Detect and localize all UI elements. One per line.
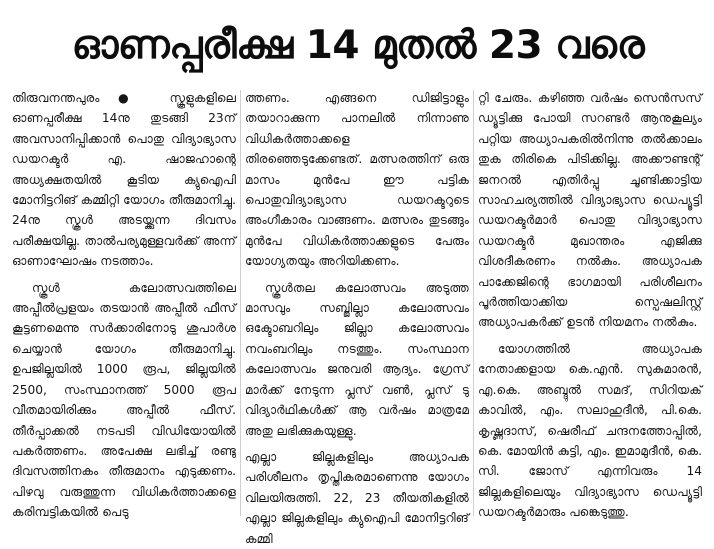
article-paragraph: തിരുവനന്തപുരം● സ്കൂളുകളിലെ ഓണപ്പരീക്ഷ 14നു തുടങ്ങി 23ന് അവസാനിപ്പിക്കാൻ പൊതു വിദ്യാഭ്യാസ ഡയറക്ടർ എ. ഷാജഹാന്റെ അധ്യക്ഷതയിൽ കൂടിയ ക്യുഐപി മോനിട്ടറിങ് കമ്മിറ്റി യോഗം തീരുമാനിച്ചു. 24നു സ്കൂൾ അടയ്ക്കുന്ന ദിവസം പരീക്ഷയില്ല. താൽപര്യമുള്ളവർക്ക് അന്ന് ഓണാഘോഷം നടത്താം. xyxy=(12,91,236,269)
article-column-2 xyxy=(245,88,469,546)
article-paragraph: എല്ലാ ജില്ലകളിലും അധ്യാപക പരിശീലനം തൃപ്തികരമാണെന്നു യോഗം വിലയിരുത്തി. 22, 23 തീയതികളിൽ എല്ലാ ജില്ലകളിലും ക്യുഐപി മോനിട്ടറിങ് കമ്മി xyxy=(245,449,469,546)
article-paragraph: റ്റി ചേരും. കഴിഞ്ഞ വർഷം സെൻസസ് ഡ്യൂട്ടിക്കു പോയി സറണ്ടർ ആനുകൂല്യം പറ്റിയ അധ്യാപകരിൽനിന്നു തൽക്കാലം തുക തിരികെ പിടിക്കില്ല. അക്കൗണ്ടന്റ് ജനറൽ എതിർപ്പു ചൂണ്ടിക്കാട്ടിയ സാഹചര്യത്തിൽ വിദ്യാഭ്യാസ ഡെപ്യൂട്ടി ഡയറക്ടർമാർ പൊതു വിദ്യാഭ്യാസ ഡയറക്ടർ മുഖാന്തരം എജിക്കു വിശദീകരണം നൽകും. അധ്യാപക പാക്കേജിന്റെ ഭാഗമായി പരിശീലനം പൂർത്തിയാക്കിയ സ്പെഷലിസ്റ്റ് അധ്യാപകർക്ക് ഉടൻ നിയമനം നൽകും. xyxy=(478,91,702,330)
headline: ഓണപ്പരീക്ഷ 14 മുതൽ 23 വരെ xyxy=(71,23,645,68)
column-divider xyxy=(473,90,474,516)
column-divider xyxy=(240,90,241,516)
article-column-3 xyxy=(478,88,702,518)
article-paragraph: സ്കൂൾ കലോത്സവത്തിലെ അപ്പീൽപ്രളയം തടയാൻ അപ്പീൽ ഫീസ് കൂട്ടണമെന്നു സർക്കാരിനോടു ശുപാർശ ചെയ്യാൻ യോഗം തീരുമാനിച്ചു. ഉപജില്ലയിൽ 1000 രൂപ, ജില്ലയിൽ 2500, സംസ്ഥാനത്ത് 5000 രൂപ വീതമായിരിക്കും അപ്പീൽ ഫീസ്. തീർപ്പാക്കൽ നടപടി വിഡിയോയിൽ പകർത്തണം. അപേക്ഷ ലഭിച്ച് രണ്ടു ദിവസത്തിനകം തീരുമാനം എടുക്കണം. പിഴവു വരുത്തുന്ന വിധികർത്താക്കളെ കരിമ്പട്ടികയിൽ പെടു xyxy=(12,280,236,520)
article-paragraph: ത്തണം. എങ്ങനെ ഡിജിട്ടാളും തയാറാക്കുന്ന പാനലിൽ നിന്നാണു വിധികർത്താക്കളെ തിരഞ്ഞെടുക്കേണ്ടത്. മത്സരത്തിന് ഒരു മാസം മുൻപേ ഈ പട്ടിക പൊതുവിദ്യാഭ്യാസ ഡയറക്ടറുടെ അംഗീകാരം വാങ്ങണം. മത്സരം തുടങ്ങും മുൻപേ വിധികർത്താക്കളുടെ പേരും യോഗ്യതയും അറിയിക്കണം. xyxy=(245,91,469,269)
article-column-1 xyxy=(12,88,236,518)
article-paragraph: സ്കൂൾതല കലോത്സവം അടുത്ത മാസവും സബ്ജില്ലാ കലോത്സവം ഒക്ടോബറിലും ജില്ലാ കലോത്സവം നവംബറിലും നടത്തും. സംസ്ഥാന കലോത്സവം ജനുവരി ആദ്യം. ഗ്രേസ് മാർക്ക് നേടുന്ന പ്ലസ് വൺ, പ്ലസ് ടു വിദ്യാർഥികൾക്ക് ആ വർഷം മാത്രമേ അതു ലഭിക്കുകയുള്ളു. xyxy=(245,280,469,438)
article-paragraph: യോഗത്തിൽ അധ്യാപക നേതാക്കളായ കെ.എൻ. സുകുമാരൻ, എ.കെ. അബ്ദുൽ സമദ്, സിറിയക് കാവിൽ, എം. സലാഹുദീൻ, പി.കെ. കൃഷ്ണദാസ്, ഷെരീഫ് ചന്ദനത്തോപ്പിൽ, കെ. മോയിൻ കുട്ടി, എം. ഇമാമുദീൻ, കെ. സി. ജോസ് എന്നിവരും 14 ജില്ലകളിലെയും വിദ്യാഭ്യാസ ഡെപ്യൂട്ടി ഡയറക്ടർമാരും പങ്കെടുത്തു. xyxy=(478,341,702,520)
